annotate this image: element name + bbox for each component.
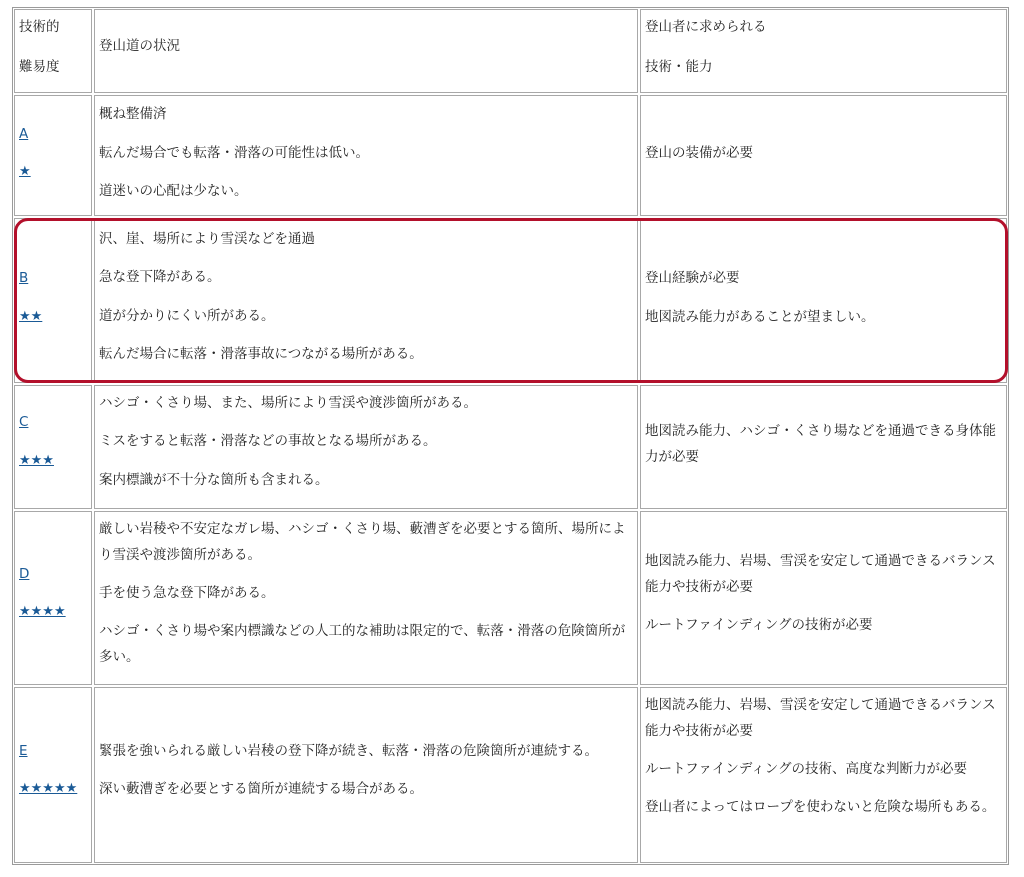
condition-text: 厳しい岩稜や不安定なガレ場、ハシゴ・くさり場、藪漕ぎを必要とする箇所、場所により雪渓や渡渉箇所がある。 bbox=[99, 521, 626, 563]
row-c-conditions-cell bbox=[94, 385, 638, 509]
grade-a-link[interactable]: A bbox=[19, 126, 29, 142]
grade-c-stars-link[interactable]: ★★★ bbox=[19, 453, 54, 468]
condition-text: 案内標識が不十分な箇所も含まれる。 bbox=[99, 472, 329, 488]
header-grade-line2: 難易度 bbox=[19, 59, 60, 75]
row-b-skills-cell bbox=[640, 218, 1007, 383]
skill-text: ルートファインディングの技術が必要 bbox=[645, 617, 873, 633]
row-c-grade-cell bbox=[14, 385, 92, 509]
grade-d-stars-link[interactable]: ★★★★ bbox=[19, 604, 66, 619]
row-d-skills-cell bbox=[640, 511, 1007, 685]
grade-c-link[interactable]: C bbox=[19, 414, 29, 430]
condition-text: ミスをすると転落・滑落などの事故となる場所がある。 bbox=[99, 433, 437, 449]
header-cell-grade bbox=[14, 9, 92, 93]
skill-text: ルートファインディングの技術、高度な判断力が必要 bbox=[645, 761, 967, 777]
condition-text: 沢、崖、場所により雪渓などを通過 bbox=[99, 231, 315, 247]
condition-text: ハシゴ・くさり場、また、場所により雪渓や渡渉箇所がある。 bbox=[99, 395, 477, 411]
skill-text: 地図読み能力、岩場、雪渓を安定して通過できるバランス能力や技術が必要 bbox=[645, 553, 996, 595]
grade-e-stars-link[interactable]: ★★★★★ bbox=[19, 781, 78, 796]
row-a-conditions-cell bbox=[94, 95, 638, 216]
header-cell-conditions bbox=[94, 9, 638, 93]
condition-text: 道が分かりにくい所がある。 bbox=[99, 308, 275, 324]
grade-b-stars-link[interactable]: ★★ bbox=[19, 309, 43, 324]
row-a-grade-cell bbox=[14, 95, 92, 216]
skill-text: 地図読み能力があることが望ましい。 bbox=[645, 309, 875, 325]
header-skills-line2: 技術・能力 bbox=[645, 59, 713, 75]
condition-text: 道迷いの心配は少ない。 bbox=[99, 183, 248, 199]
condition-text: 転んだ場合に転落・滑落事故につながる場所がある。 bbox=[99, 346, 423, 362]
row-e-skills-cell bbox=[640, 687, 1007, 863]
condition-text: 手を使う急な登下降がある。 bbox=[99, 585, 275, 601]
row-b-grade-cell bbox=[14, 218, 92, 383]
grade-b-link[interactable]: B bbox=[19, 270, 29, 286]
header-grade-line1: 技術的 bbox=[19, 19, 60, 35]
condition-text: 急な登下降がある。 bbox=[99, 269, 221, 285]
grade-e-link[interactable]: E bbox=[19, 743, 28, 759]
skill-text: 登山経験が必要 bbox=[645, 270, 740, 286]
row-e-conditions-cell bbox=[94, 687, 638, 863]
skill-text: 登山の装備が必要 bbox=[645, 145, 753, 161]
skill-text: 地図読み能力、岩場、雪渓を安定して通過できるバランス能力や技術が必要 bbox=[645, 697, 996, 739]
condition-text: 深い藪漕ぎを必要とする箇所が連続する場合がある。 bbox=[99, 781, 423, 797]
skill-text: 地図読み能力、ハシゴ・くさり場などを通過できる身体能力が必要 bbox=[645, 423, 996, 465]
skill-text: 登山者によってはロープを使わないと危険な場所もある。 bbox=[645, 799, 996, 815]
grade-a-stars-link[interactable]: ★ bbox=[19, 164, 31, 179]
grade-d-link[interactable]: D bbox=[19, 566, 30, 582]
header-skills-line1: 登山者に求められる bbox=[645, 19, 767, 35]
condition-text: 概ね整備済 bbox=[99, 106, 167, 122]
header-cell-skills bbox=[640, 9, 1007, 93]
row-c-skills-cell bbox=[640, 385, 1007, 509]
condition-text: 転んだ場合でも転落・滑落の可能性は低い。 bbox=[99, 145, 369, 161]
row-b-conditions-cell bbox=[94, 218, 638, 383]
row-d-grade-cell bbox=[14, 511, 92, 685]
header-conditions: 登山道の状況 bbox=[99, 38, 180, 54]
row-e-grade-cell bbox=[14, 687, 92, 863]
condition-text: ハシゴ・くさり場や案内標識などの人工的な補助は限定的で、転落・滑落の危険箇所が多い。 bbox=[99, 623, 626, 665]
row-d-conditions-cell bbox=[94, 511, 638, 685]
row-a-skills-cell bbox=[640, 95, 1007, 216]
condition-text: 緊張を強いられる厳しい岩稜の登下降が続き、転落・滑落の危険箇所が連続する。 bbox=[99, 743, 598, 759]
